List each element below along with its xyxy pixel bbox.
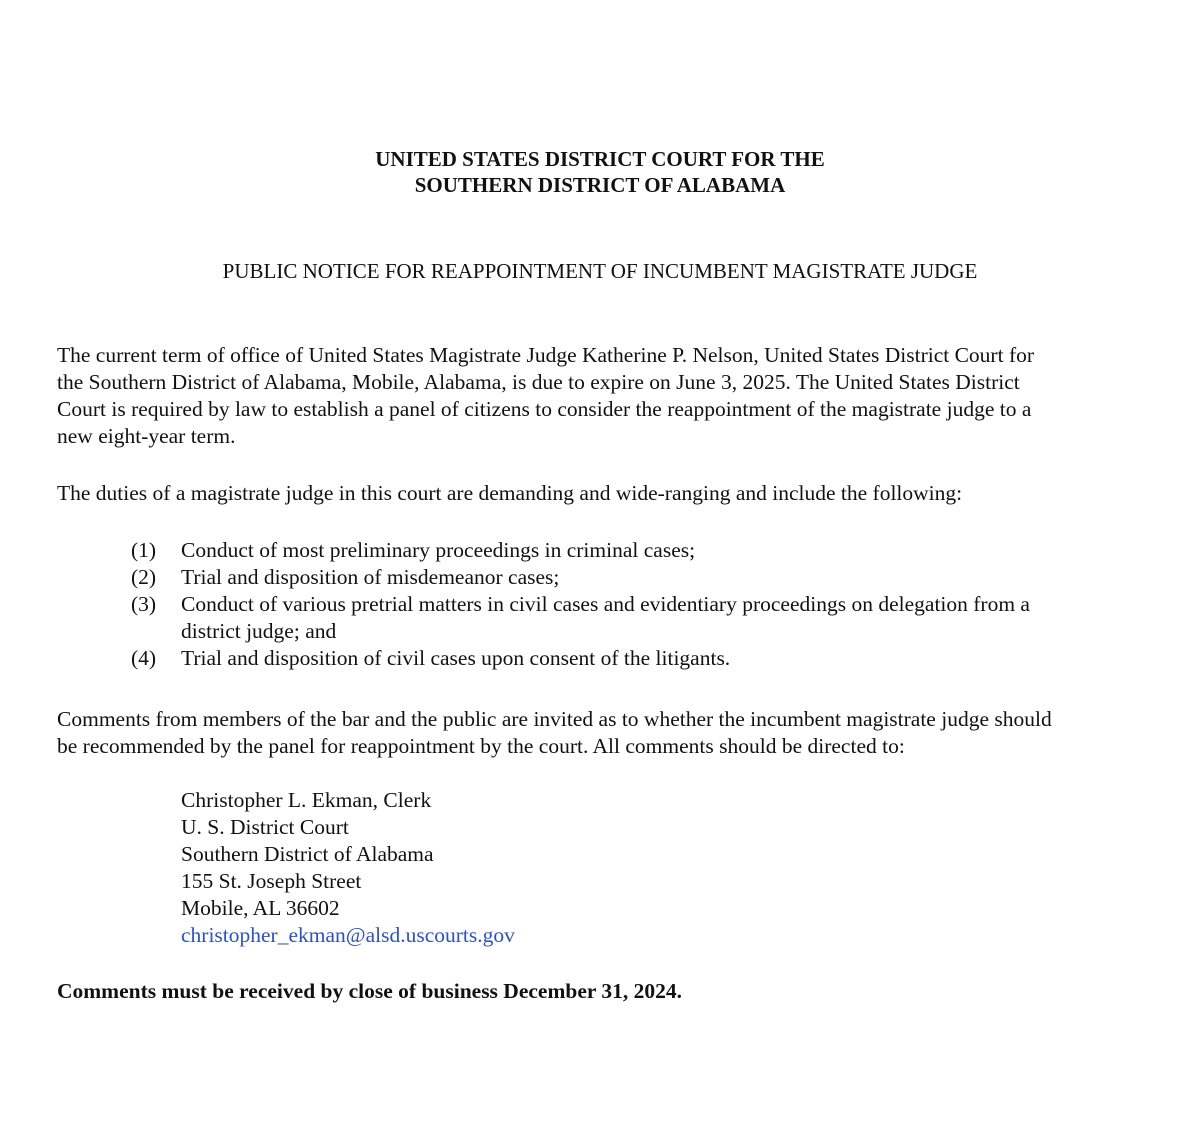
court-header (0, 146, 1200, 198)
comments-paragraph (57, 706, 1147, 760)
duties-list (131, 537, 1131, 672)
duty-item (131, 537, 1131, 564)
duty-number: (2) (131, 565, 157, 589)
comments-line: Comments from members of the bar and the public are invited as to whether the incumbent magistrate judge should (57, 707, 1052, 731)
court-header-line-2: SOUTHERN DISTRICT OF ALABAMA (414, 173, 786, 197)
duty-number: (4) (131, 646, 157, 670)
duty-text (181, 591, 1131, 645)
notice-title: PUBLIC NOTICE FOR REAPPOINTMENT OF INCUMBENT MAGISTRATE JUDGE (222, 259, 978, 283)
duty-text (181, 537, 1131, 564)
duty-text-line: Trial and disposition of civil cases upon consent of the litigants. (181, 646, 731, 670)
duty-item (131, 645, 1131, 672)
duty-text (181, 564, 1131, 591)
intro-line: The current term of office of United States Magistrate Judge Katherine P. Nelson, United States District Court for (57, 343, 1035, 367)
duties-intro-paragraph: The duties of a magistrate judge in this court are demanding and wide-ranging and include the following: (57, 481, 963, 505)
clerk-address-block (181, 787, 781, 949)
duty-text (181, 645, 1131, 672)
duty-number: (1) (131, 538, 157, 562)
clerk-city: Mobile, AL 36602 (181, 896, 340, 920)
duty-text-line: Trial and disposition of misdemeanor cases; (181, 565, 560, 589)
duty-item (131, 591, 1131, 645)
clerk-email-link[interactable]: christopher_ekman@alsd.uscourts.gov (181, 923, 515, 947)
duty-number: (3) (131, 592, 157, 616)
intro-paragraph (57, 342, 1147, 450)
clerk-office: U. S. District Court (181, 815, 349, 839)
intro-line: the Southern District of Alabama, Mobile, Alabama, is due to expire on June 3, 2025. The United States District (57, 370, 1020, 394)
intro-line: new eight-year term. (57, 424, 236, 448)
duty-text-line: district judge; and (181, 619, 337, 643)
deadline-statement: Comments must be received by close of business December 31, 2024. (57, 979, 683, 1003)
court-header-line-1: UNITED STATES DISTRICT COURT FOR THE (375, 147, 825, 171)
duty-text-line: Conduct of various pretrial matters in civil cases and evidentiary proceedings on delegation from a (181, 592, 1030, 616)
clerk-street: 155 St. Joseph Street (181, 869, 362, 893)
intro-line: Court is required by law to establish a panel of citizens to consider the reappointment of the magistrate judge to a (57, 397, 1032, 421)
duty-text-line: Conduct of most preliminary proceedings in criminal cases; (181, 538, 696, 562)
clerk-district: Southern District of Alabama (181, 842, 434, 866)
clerk-name: Christopher L. Ekman, Clerk (181, 788, 432, 812)
duty-item (131, 564, 1131, 591)
comments-line: be recommended by the panel for reappointment by the court. All comments should be directed to: (57, 734, 905, 758)
